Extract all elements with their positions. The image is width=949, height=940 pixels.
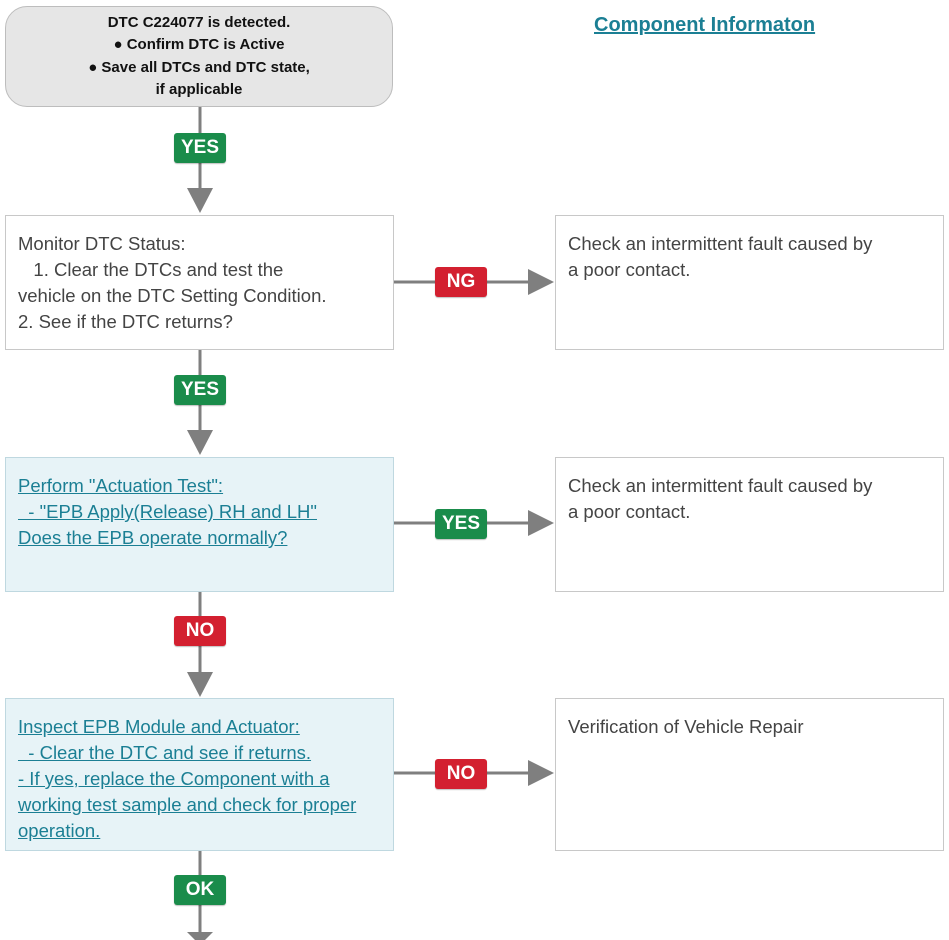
start-line: if applicable bbox=[155, 81, 243, 98]
step1-line: 2. See if the DTC returns? bbox=[18, 311, 233, 332]
result1-line: a poor contact. bbox=[568, 259, 691, 280]
arrowhead-down bbox=[187, 932, 213, 940]
step3-link-line[interactable]: Inspect EPB Module and Actuator: bbox=[18, 716, 300, 737]
step3-link-line[interactable]: - If yes, replace the Component with a bbox=[18, 768, 330, 789]
arrowhead-result1 bbox=[528, 269, 554, 295]
arrowhead-result2 bbox=[528, 510, 554, 536]
start-line: ● Save all DTCs and DTC state, bbox=[88, 58, 310, 76]
result1-line: Check an intermittent fault caused by bbox=[568, 233, 873, 254]
ok-badge: OK bbox=[174, 875, 226, 905]
arrowhead-result3 bbox=[528, 760, 554, 786]
arrowhead-step1 bbox=[187, 188, 213, 213]
result-intermittent-fault-2 bbox=[555, 457, 944, 592]
result3-line: Verification of Vehicle Repair bbox=[568, 716, 804, 737]
step1-line: Monitor DTC Status: bbox=[18, 233, 186, 254]
step3-link-line[interactable]: - Clear the DTC and see if returns. bbox=[18, 742, 312, 763]
step2-link-line[interactable]: Does the EPB operate normally? bbox=[18, 527, 288, 548]
result2-line: a poor contact. bbox=[568, 501, 691, 522]
step1-line: 1. Clear the DTCs and test the bbox=[18, 259, 284, 280]
no-badge: NO bbox=[435, 759, 487, 789]
ng-badge: NG bbox=[435, 267, 487, 297]
step3-link-line[interactable]: operation. bbox=[18, 820, 101, 841]
result-intermittent-fault-1 bbox=[555, 215, 944, 350]
step2-link-line[interactable]: Perform "Actuation Test": bbox=[18, 475, 224, 496]
no-badge: NO bbox=[174, 616, 226, 646]
step-inspect-epb-module[interactable] bbox=[5, 698, 394, 851]
step-actuation-test[interactable] bbox=[5, 457, 394, 592]
yes-badge: YES bbox=[174, 375, 226, 405]
start-line: ● Confirm DTC is Active bbox=[113, 36, 285, 53]
component-information-link[interactable]: Component Informaton bbox=[594, 14, 816, 36]
result-verification-repair bbox=[555, 698, 944, 851]
step3-link-line[interactable]: working test sample and check for proper bbox=[18, 794, 357, 815]
start-box bbox=[5, 6, 393, 107]
step1-line: vehicle on the DTC Setting Condition. bbox=[18, 285, 327, 306]
step-monitor-dtc-status bbox=[5, 215, 394, 350]
result2-line: Check an intermittent fault caused by bbox=[568, 475, 873, 496]
arrowhead-step2 bbox=[187, 430, 213, 455]
yes-badge: YES bbox=[435, 509, 487, 539]
yes-badge: YES bbox=[174, 133, 226, 163]
arrowhead-step3 bbox=[187, 672, 213, 697]
step2-link-line[interactable]: - "EPB Apply(Release) RH and LH" bbox=[18, 501, 317, 522]
start-line: DTC C224077 is detected. bbox=[107, 13, 291, 31]
